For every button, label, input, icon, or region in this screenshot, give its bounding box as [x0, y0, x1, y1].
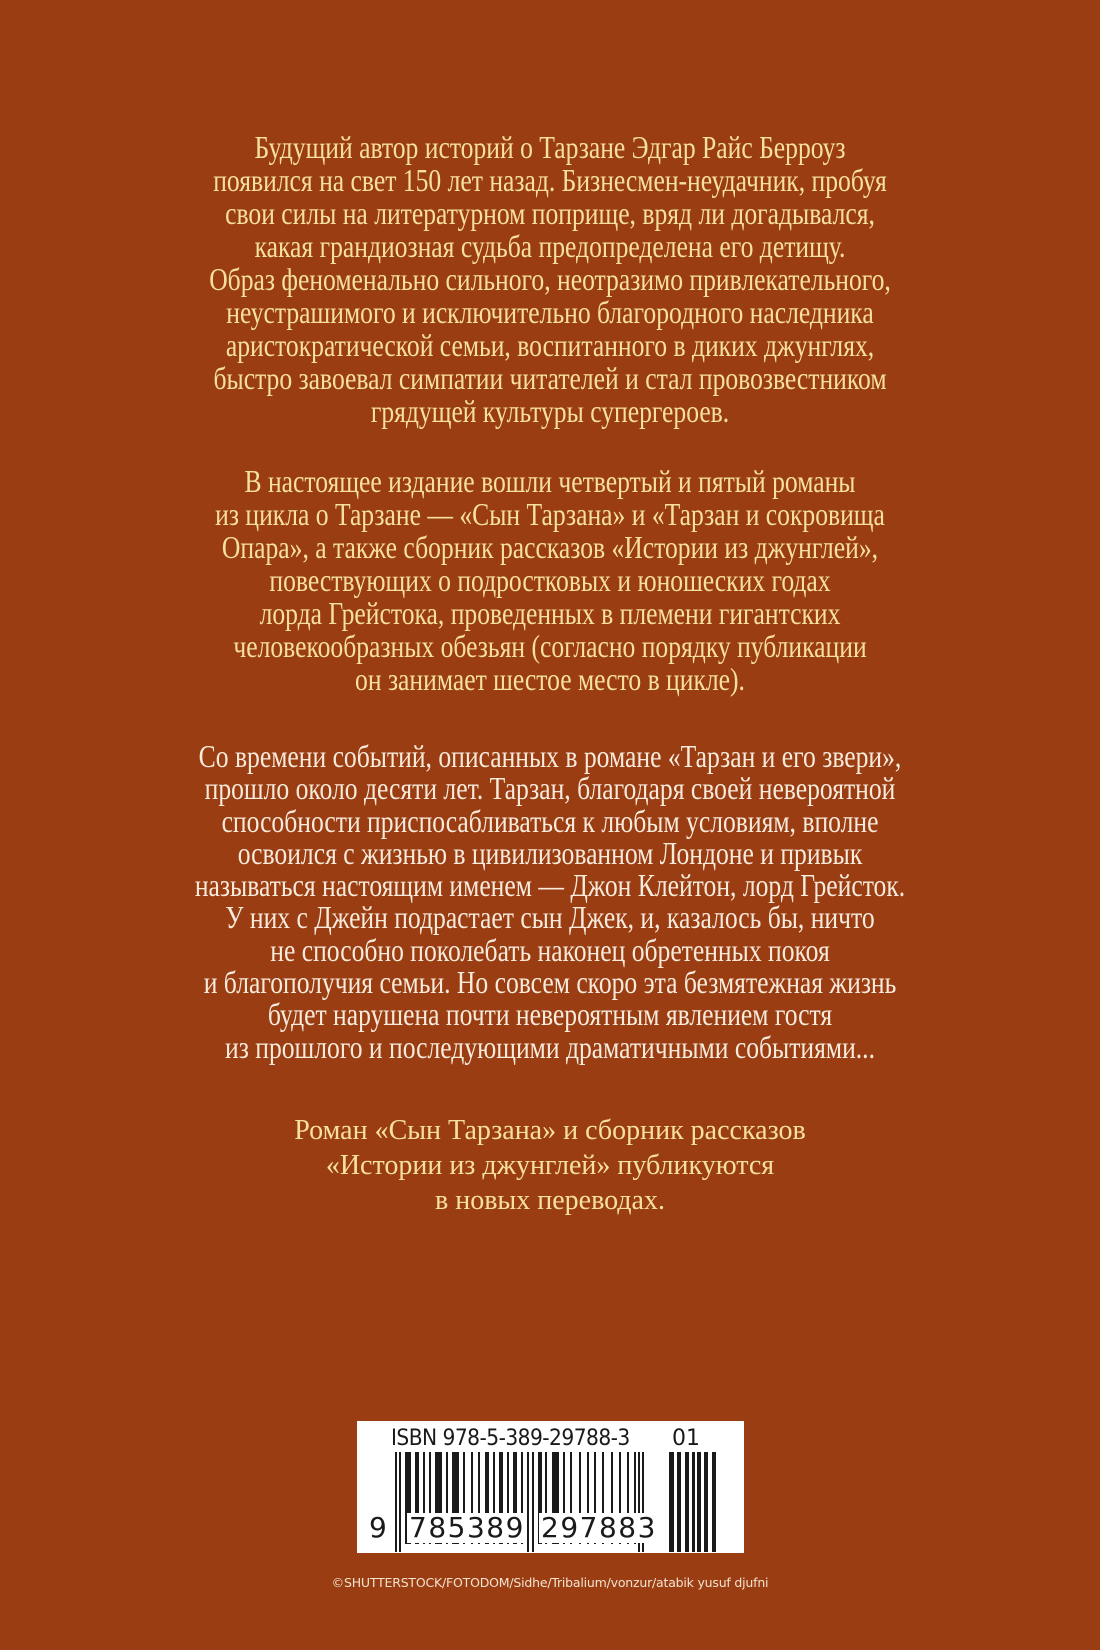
text-line: Роман «Сын Тарзана» и сборник рассказов: [294, 1115, 806, 1146]
text-line: освоился с жизнью в цивилизованном Лондоне и привык: [237, 834, 863, 871]
text-line: в новых переводах.: [435, 1185, 665, 1216]
text-line: У них с Джейн подрастает сын Джек, и, казалось бы, ничто: [225, 899, 875, 936]
barcode-addon-code: 01: [672, 1426, 700, 1451]
barcode-digits-right: 297883: [541, 1511, 657, 1544]
annotation-paragraph-1: [0, 131, 1100, 428]
text-line: Будущий автор историй о Тарзане Эдгар Райс Берроуз: [254, 129, 846, 165]
text-line: называться настоящим именем — Джон Клейтон, лорд Грейсток.: [194, 867, 906, 904]
text-line: свои силы на литературном поприще, вряд ли догадывался,: [225, 195, 875, 231]
annotation-paragraph-2: [0, 465, 1100, 696]
annotation-paragraph-4: [0, 1113, 1100, 1218]
text-line: «Истории из джунглей» публикуются: [325, 1150, 775, 1181]
isbn-barcode: [357, 1421, 744, 1553]
text-line: аристократической семьи, воспитанного в диких джунглях,: [225, 327, 875, 363]
text-line: прошло около десяти лет. Тарзан, благодаря своей невероятной: [204, 770, 896, 807]
isbn-label: ISBN 978-5-389-29788-3: [391, 1426, 630, 1451]
annotation-paragraph-3: [0, 740, 1100, 1063]
text-line: В настоящее издание вошли четвертый и пятый романы: [244, 463, 856, 499]
text-line: какая грандиозная судьба предопределена его детищу.: [254, 228, 846, 264]
barcode-digit-lead: 9: [369, 1511, 387, 1544]
text-line: появился на свет 150 лет назад. Бизнесмен-неудачник, пробуя: [213, 162, 887, 198]
text-line: Образ феноменально сильного, неотразимо привлекательного,: [209, 261, 891, 297]
text-line: Со времени событий, описанных в романе «Тарзан и его звери»,: [198, 738, 902, 774]
text-line: человекообразных обезьян (согласно порядку публикации: [233, 628, 867, 664]
text-line: способности приспосабливаться к любым условиям, вполне: [221, 802, 879, 839]
text-line: повествующих о подростковых и юношеских годах: [269, 562, 831, 598]
text-line: и благополучия семьи. Но совсем скоро эта безмятежная жизнь: [203, 964, 897, 1001]
text-line: он занимает шестое место в цикле).: [355, 661, 745, 697]
barcode-digits-left: 785389: [409, 1511, 525, 1544]
text-line: Опара», а также сборник рассказов «Истории из джунглей»,: [221, 529, 879, 565]
text-line: грядущей культуры супергероев.: [370, 393, 730, 429]
text-line: быстро завоевал симпатии читателей и стал провозвестником: [213, 360, 887, 396]
text-line: неустрашимого и исключительно благородного наследника: [226, 294, 874, 330]
text-line: лорда Грейстока, проведенных в племени гигантских: [259, 595, 841, 631]
text-line: будет нарушена почти невероятным явлением гостя: [267, 996, 833, 1033]
text-line: из цикла о Тарзане — «Сын Тарзана» и «Тарзан и сокровища: [215, 496, 885, 532]
text-line: из прошлого и последующими драматичными событиями...: [225, 1028, 875, 1065]
text-line: не способно поколебать наконец обретенных покоя: [270, 931, 830, 968]
image-credit: ©SHUTTERSTOCK/FOTODOM/Sidhe/Tribalium/vonzur/atabik yusuf djufni: [331, 1575, 769, 1590]
